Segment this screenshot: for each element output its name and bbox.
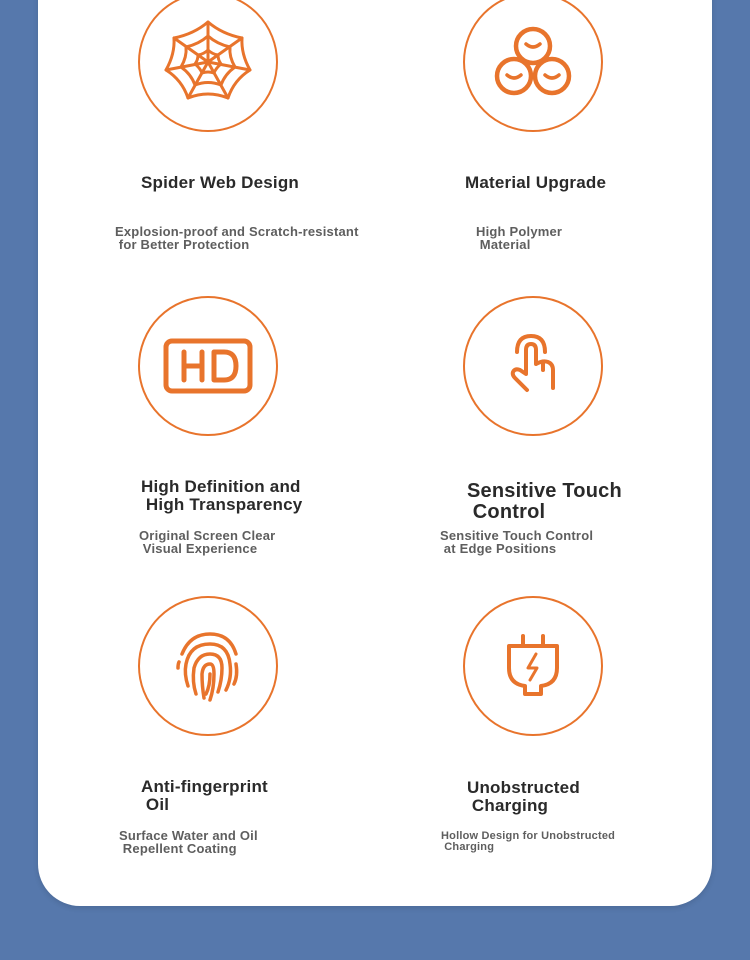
feature-desc-sensitive-touch-control: Sensitive Touch Control at Edge Positions	[440, 528, 594, 556]
feature-title-sensitive-touch-control: Sensitive Touch Control	[467, 480, 622, 523]
feature-desc-spider-web-design: Explosion-proof and Scratch-resistant for Better Protection	[115, 224, 359, 252]
feature-title-spider-web-design: Spider Web Design	[141, 173, 300, 192]
feature-title-anti-fingerprint-oil: Anti-fingerprint Oil	[141, 777, 268, 814]
feature-desc-material-upgrade: High Polymer Material	[476, 224, 563, 252]
features-card	[38, 0, 712, 906]
feature-title-unobstructed-charging: Unobstructed Charging	[467, 778, 580, 815]
feature-desc-high-definition: Original Screen Clear Visual Experience	[139, 528, 276, 556]
charging-plug-icon	[463, 596, 603, 736]
fingerprint-icon	[138, 596, 278, 736]
hd-icon	[138, 296, 278, 436]
feature-title-material-upgrade: Material Upgrade	[465, 173, 607, 192]
feature-desc-anti-fingerprint-oil: Surface Water and Oil Repellent Coating	[119, 828, 258, 856]
feature-desc-unobstructed-charging: Hollow Design for Unobstructed Charging	[441, 830, 616, 853]
touch-icon	[463, 296, 603, 436]
feature-title-high-definition: High Definition and High Transparency	[141, 477, 303, 514]
